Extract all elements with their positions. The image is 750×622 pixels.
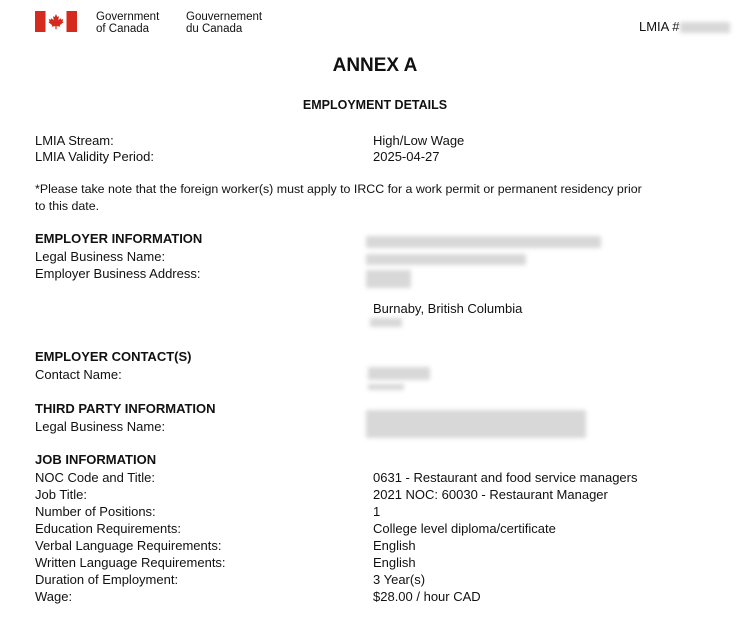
job-row-label: Written Language Requirements:	[35, 555, 226, 570]
job-row-label: Wage:	[35, 589, 73, 604]
redacted-contact-name	[368, 367, 430, 380]
lmia-number-label: LMIA #	[639, 19, 680, 34]
job-row-label: Job Title:	[35, 487, 88, 502]
redacted-employer-address-2	[366, 270, 411, 288]
employer-contact-heading: EMPLOYER CONTACT(S)	[35, 349, 192, 364]
gov-fr-line1: Gouvernement	[186, 11, 263, 23]
redacted-contact-extra	[368, 384, 404, 390]
lmia-validity-label: LMIA Validity Period:	[35, 149, 154, 164]
redacted-lmia-number	[680, 22, 730, 33]
job-row-label: Verbal Language Requirements:	[35, 538, 222, 553]
work-permit-note	[35, 181, 642, 215]
lmia-stream-label: LMIA Stream:	[35, 133, 114, 148]
lmia-stream-value: High/Low Wage	[373, 133, 465, 148]
canada-flag-icon	[35, 11, 77, 32]
redacted-employer-name	[366, 236, 601, 248]
gov-en-wordmark	[96, 11, 159, 35]
job-row-value: English	[373, 555, 416, 570]
third-party-legal-name-label: Legal Business Name:	[35, 419, 166, 434]
employer-info-heading: EMPLOYER INFORMATION	[35, 231, 203, 246]
job-row-value: 3 Year(s)	[373, 572, 426, 587]
job-row-label: Number of Positions:	[35, 504, 156, 519]
gov-fr-wordmark	[186, 11, 262, 35]
job-row-label: NOC Code and Title:	[35, 470, 155, 485]
gov-en-line1: Government	[96, 11, 160, 23]
contact-name-label: Contact Name:	[35, 367, 122, 382]
redacted-employer-address-1	[366, 254, 526, 265]
employer-legal-name-label: Legal Business Name:	[35, 249, 166, 264]
page-title: ANNEX A	[332, 55, 418, 76]
redacted-postal-code	[370, 318, 402, 327]
section-subtitle: EMPLOYMENT DETAILS	[302, 98, 448, 112]
job-row-value: College level diploma/certificate	[373, 521, 556, 536]
redacted-third-party-name	[366, 410, 586, 438]
work-permit-note-line2: to this date.	[35, 199, 100, 213]
lmia-validity-value: 2025-04-27	[373, 149, 440, 164]
job-info-heading: JOB INFORMATION	[35, 452, 157, 467]
job-row-value: $28.00 / hour CAD	[373, 589, 481, 604]
gov-en-line2: of Canada	[96, 23, 150, 35]
job-row-value: English	[373, 538, 416, 553]
job-row-value: 1	[373, 504, 381, 519]
job-row-value: 0631 - Restaurant and food service managers	[373, 470, 638, 485]
job-row-label: Education Requirements:	[35, 521, 181, 536]
job-row-value: 2021 NOC: 60030 - Restaurant Manager	[373, 487, 608, 502]
job-row-label: Duration of Employment:	[35, 572, 179, 587]
work-permit-note-line1: *Please take note that the foreign worker(s) must apply to IRCC for a work permit or permanent residency prior	[35, 182, 642, 196]
employer-address-label: Employer Business Address:	[35, 266, 201, 281]
employer-city: Burnaby, British Columbia	[373, 301, 523, 316]
gov-fr-line2: du Canada	[186, 23, 243, 35]
third-party-heading: THIRD PARTY INFORMATION	[35, 401, 216, 416]
